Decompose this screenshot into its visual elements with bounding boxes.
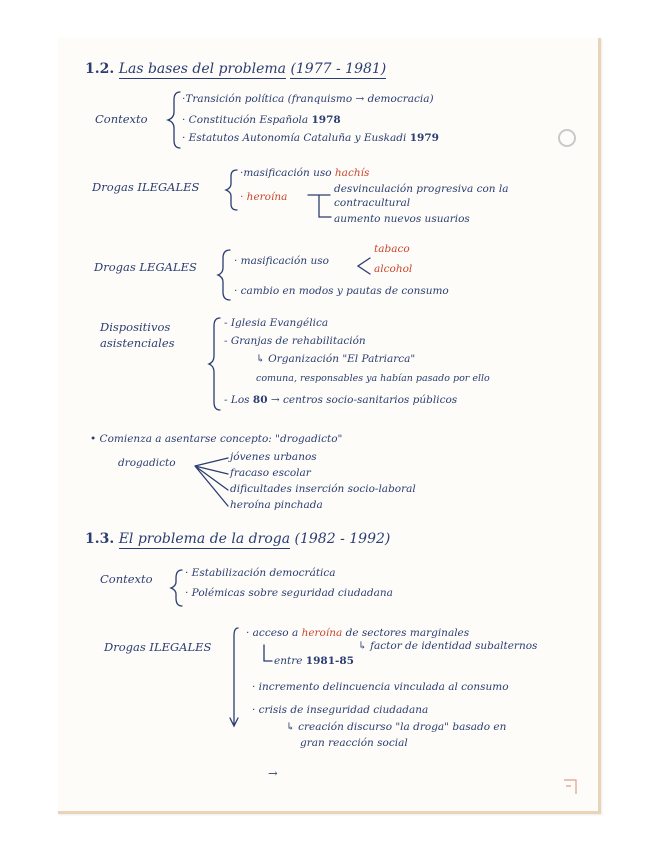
hachis-text: hachís xyxy=(334,167,370,179)
heroina-text-2: heroína xyxy=(301,627,343,639)
drogadicto-label: drogadicto xyxy=(118,457,176,469)
disp-item-4: comuna, responsables ya habían pasado por ello xyxy=(256,373,490,384)
section2-number: 1.3. xyxy=(85,531,115,547)
brace-context-2 xyxy=(171,570,182,606)
s2-item-3-sub-1: ↳ creación discurso "la droga" basado en xyxy=(286,721,507,733)
disp-label-1: Dispositivos xyxy=(100,320,171,334)
disp-item-5: - Los 80 → centros socio-sanitarios públicos xyxy=(224,394,458,406)
brace-disp xyxy=(209,318,220,410)
s2-item-3-sub-2: gran reacción social xyxy=(300,737,408,749)
section1-number: 1.2. xyxy=(85,61,115,77)
context2-item-1: · Estabilización democrática xyxy=(185,567,336,579)
drogadicto-item-2: fracaso escolar xyxy=(230,467,311,479)
legal-item-2: · cambio en modos y pautas de consumo xyxy=(234,285,449,297)
disp-item-2: - Granjas de rehabilitación xyxy=(224,335,366,347)
section2-heading xyxy=(85,532,390,546)
disp-item-3: ↳ Organización "El Patriarca" xyxy=(256,353,416,365)
split-legal xyxy=(358,258,370,274)
s2-item-3: · crisis de inseguridad ciudadana xyxy=(252,704,429,716)
year-1979: 1979 xyxy=(409,132,439,144)
context-item-1: ·Transición política (franquismo → democracia) xyxy=(182,93,434,105)
margin-hole xyxy=(559,130,575,146)
legal-item-1: · masificación uso xyxy=(234,255,329,267)
alcohol-text: alcohol xyxy=(374,263,413,275)
drogadicto-item-3: dificultades inserción socio-laboral xyxy=(230,483,416,495)
section1-heading xyxy=(85,62,386,76)
context-item-3: · Estatutos Autonomía Cataluña y Euskadi 1979 xyxy=(182,132,439,144)
section2-title: El problema de la droga xyxy=(118,531,291,547)
bracket-illegal-2 xyxy=(230,628,238,726)
drogadicto-item-4: heroína pinchada xyxy=(230,499,323,511)
s2-item-1-sub: ↳ factor de identidad subalternos xyxy=(358,640,538,652)
disp-label-2: asistenciales xyxy=(100,336,175,350)
tabaco-text: tabaco xyxy=(374,243,410,255)
year-1978: 1978 xyxy=(311,114,341,126)
context-label-2: Contexto xyxy=(100,572,153,586)
concept-line: • Comienza a asentarse concepto: "drogadicto" xyxy=(90,433,343,445)
context-label-1: Contexto xyxy=(95,112,148,126)
s2-item-2: · incremento delincuencia vinculada al consumo xyxy=(252,681,509,693)
heroina-sub-1b: contracultural xyxy=(334,197,411,209)
heroina-sub-1: desvinculación progresiva con la xyxy=(334,183,509,195)
heroina-sub-2: aumento nuevos usuarios xyxy=(334,213,470,225)
fan-drogadicto xyxy=(195,458,228,506)
years-1981-85: 1981-85 xyxy=(305,655,354,667)
illegal-label-2: Drogas ILEGALES xyxy=(104,640,212,654)
continuation-arrow: → xyxy=(268,766,278,780)
section1-years: (1977 - 1981) xyxy=(290,61,387,77)
corner-mark xyxy=(564,780,576,794)
section2-years: (1982 - 1992) xyxy=(294,531,391,547)
context-item-2: · Constitución Española 1978 xyxy=(182,114,341,126)
section1-title: Las bases del problema xyxy=(118,61,286,77)
brace-legal xyxy=(218,250,230,300)
bracket-heroina xyxy=(308,195,331,217)
hook-entre xyxy=(264,645,272,661)
brace-illegal-1 xyxy=(226,170,237,210)
context2-item-2: · Polémicas sobre seguridad ciudadana xyxy=(185,587,393,599)
s2-item-1-entre: entre 1981-85 xyxy=(274,655,354,667)
drogadicto-item-1: jóvenes urbanos xyxy=(230,451,317,463)
illegal-item-1: ·masificación uso hachís xyxy=(240,167,370,179)
disp-item-1: - Iglesia Evangélica xyxy=(224,317,329,329)
heroina-text: · heroína xyxy=(240,191,288,203)
brace-context-1 xyxy=(168,92,180,148)
s2-item-1: · acceso a heroína de sectores marginales xyxy=(246,627,470,639)
illegal-label-1: Drogas ILEGALES xyxy=(92,180,200,194)
legal-label: Drogas LEGALES xyxy=(94,260,197,274)
